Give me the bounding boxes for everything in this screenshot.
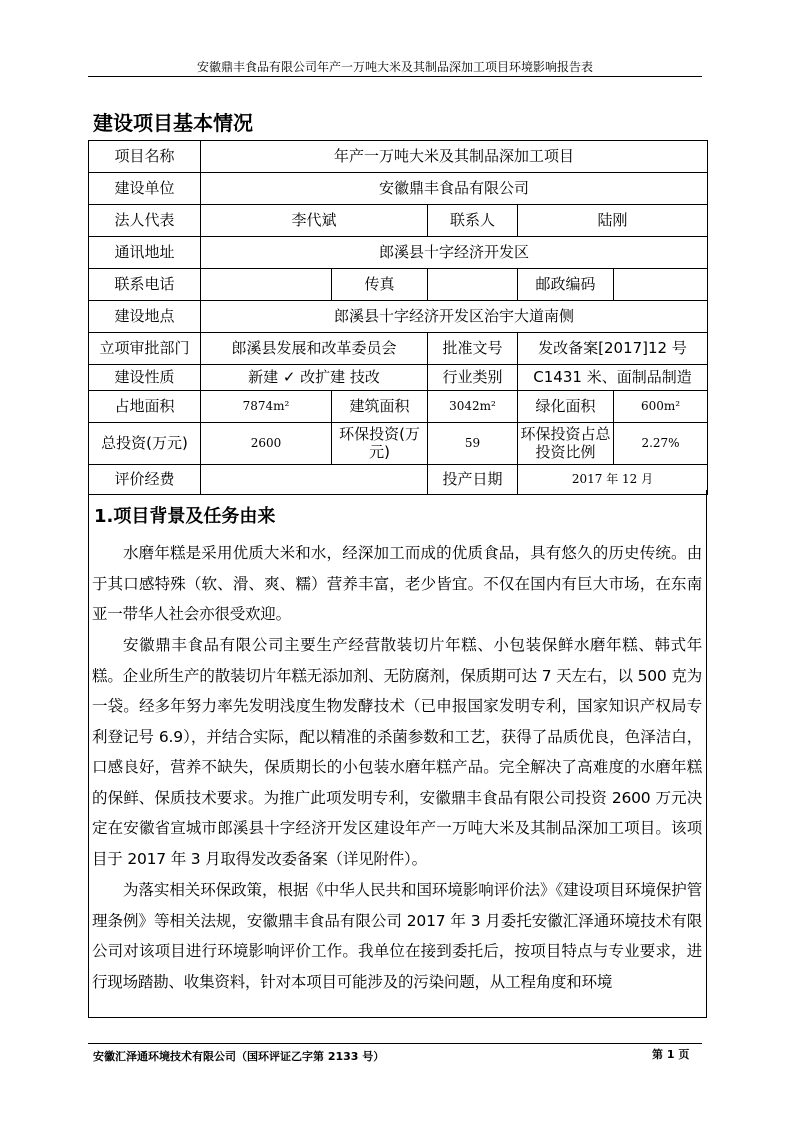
fax-label: 传真 (332, 269, 428, 301)
nature-value: 新建 ✓ 改扩建 技改 (201, 365, 428, 391)
total-investment-label: 总投资(万元) (89, 423, 201, 465)
env-ratio-value: 2.27% (614, 423, 708, 465)
building-area-value: 3042m² (428, 391, 518, 423)
phone-value (201, 269, 332, 301)
green-area-value: 600m² (614, 391, 708, 423)
header-divider (88, 76, 702, 77)
env-investment-value: 59 (428, 423, 518, 465)
paragraph-1: 水磨年糕是采用优质大米和水，经深加工而成的优质食品，具有悠久的历史传统。由于其口感特殊（软、滑、爽、糯）营养丰富，老少皆宜。不仅在国内有巨大市场，在东南亚一带华人社会亦很受欢迎。 (92, 544, 702, 623)
address-label: 通讯地址 (89, 237, 201, 269)
project-background-section (88, 490, 707, 1018)
contact-value: 陆刚 (518, 205, 708, 237)
section-title: 建设项目基本情况 (93, 111, 253, 135)
building-area-label: 建筑面积 (332, 391, 428, 423)
fax-value (428, 269, 518, 301)
project-info-table (88, 140, 708, 495)
approval-dept-value: 郎溪县发展和改革委员会 (201, 333, 428, 365)
site-value: 郎溪县十字经济开发区治宇大道南侧 (201, 301, 708, 333)
postcode-value (614, 269, 708, 301)
legal-rep-label: 法人代表 (89, 205, 201, 237)
project-name-value: 年产一万吨大米及其制品深加工项目 (201, 141, 708, 173)
land-area-label: 占地面积 (89, 391, 201, 423)
total-investment-value: 2600 (201, 423, 332, 465)
page-header-title: 安徽鼎丰食品有限公司年产一万吨大米及其制品深加工项目环境影响报告表 (196, 60, 593, 74)
contact-label: 联系人 (428, 205, 518, 237)
address-value: 郎溪县十字经济开发区 (201, 237, 708, 269)
nature-label: 建设性质 (89, 365, 201, 391)
land-area-value: 7874m² (201, 391, 332, 423)
industry-label: 行业类别 (428, 365, 518, 391)
approval-dept-label: 立项审批部门 (89, 333, 201, 365)
approval-no-label: 批准文号 (428, 333, 518, 365)
project-name-label: 项目名称 (89, 141, 201, 173)
postcode-label: 邮政编码 (518, 269, 614, 301)
footer-divider (88, 1043, 702, 1044)
legal-rep-value: 李代斌 (201, 205, 428, 237)
site-label: 建设地点 (89, 301, 201, 333)
page-number: 第 1 页 (652, 1048, 690, 1061)
paragraph-3: 为落实相关环保政策，根据《中华人民共和国环境影响评价法》《建设项目环境保护管理条例》等相关法规，安徽鼎丰食品有限公司 2017 年 3 月委托安徽汇泽通环境技术有限公司对该项目进行环境影响评价工作。我单位在接到委托后，按项目特点与专业要求，进行现场踏勘、收集资料，针对本项目可能涉及的污染问题，从工程角度和环境 (92, 881, 702, 991)
paragraph-2: 安徽鼎丰食品有限公司主要生产经营散装切片年糕、小包装保鲜水磨年糕、韩式年糕。企业所生产的散装切片年糕无添加剂、无防腐剂，保质期可达 7 天左右，以 500 克为一袋。经多年努力率先发明浅度生物发酵技术（已申报国家发明专利，国家知识产权局专利登记号 6.9），并结合实际，配以精准的杀菌参数和工艺，获得了品质优良，色泽洁白，口感良好，营养不缺失，保质期长的小包装水磨年糕产品。完全解决了高难度的水磨年糕的保鲜、保质技术要求。为推广此项发明专利，安徽鼎丰食品有限公司投资 2600 万元决定在安徽省宣城市郎溪县十字经济开发区建设年产一万吨大米及其制品深加工项目。该项目于 2017 年 3 月取得发改委备案（详见附件）。 (92, 636, 702, 868)
approval-no-value: 发改备案[2017]12 号 (518, 333, 708, 365)
unit-label: 建设单位 (89, 173, 201, 205)
phone-label: 联系电话 (89, 269, 201, 301)
unit-value: 安徽鼎丰食品有限公司 (201, 173, 708, 205)
green-area-label: 绿化面积 (518, 391, 614, 423)
eval-fee-label: 评价经费 (89, 465, 201, 495)
start-date-value: 2017 年 12 月 (518, 465, 708, 495)
env-ratio-label: 环保投资占总投资比例 (518, 423, 614, 465)
industry-value: C1431 米、面制品制造 (518, 365, 708, 391)
start-date-label: 投产日期 (428, 465, 518, 495)
section-subtitle: 1.项目背景及任务由来 (94, 506, 276, 527)
env-investment-label: 环保投资(万元) (332, 423, 428, 465)
footer-company: 安徽汇泽通环境技术有限公司（国环评证乙字第 2133 号） (93, 1050, 385, 1063)
